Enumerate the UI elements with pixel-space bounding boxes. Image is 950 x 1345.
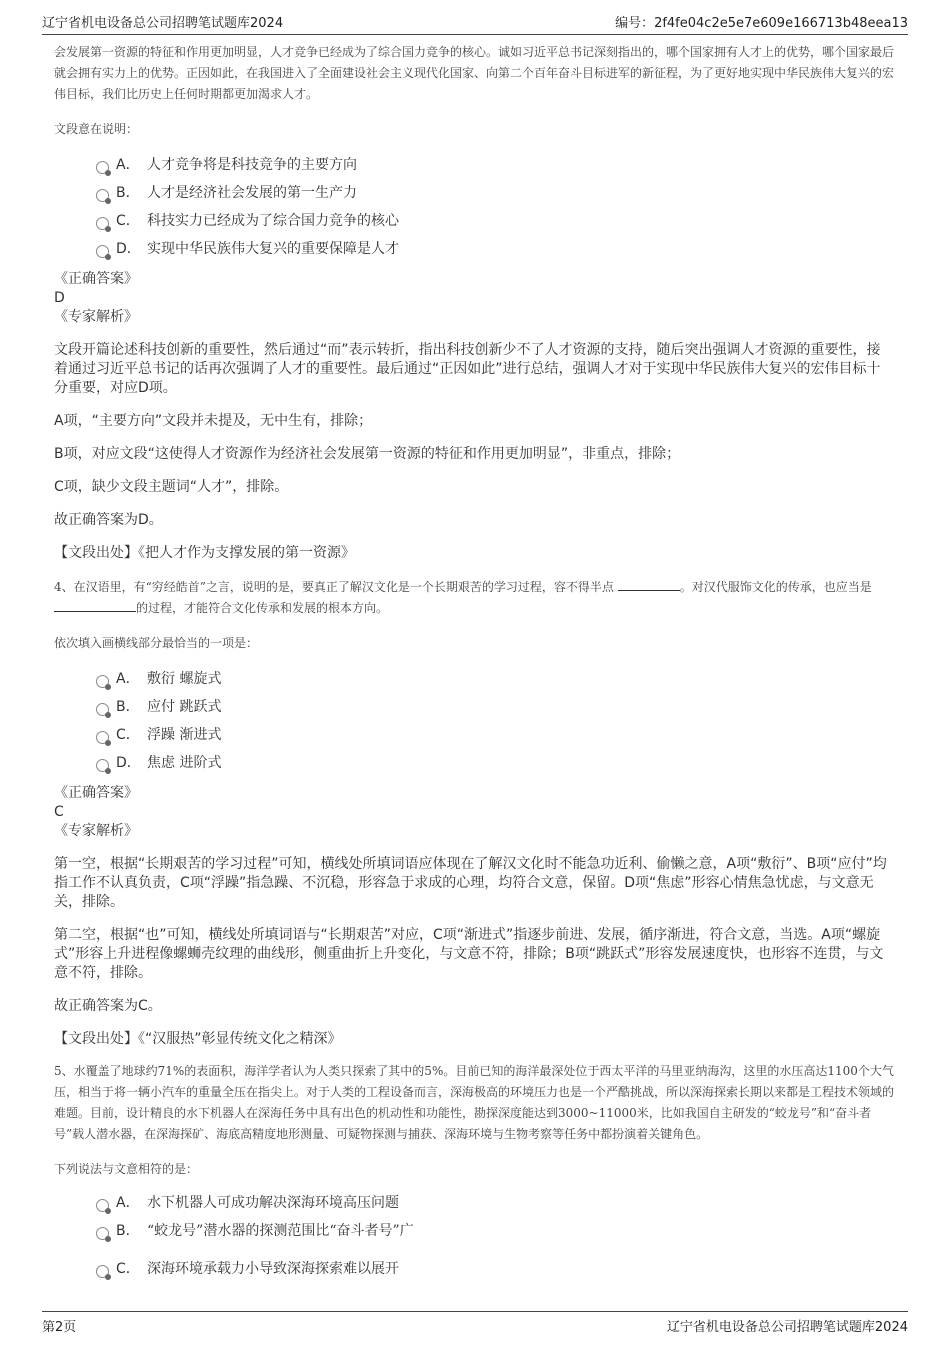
radio-icon[interactable] — [96, 189, 109, 202]
radio-icon[interactable] — [96, 731, 109, 744]
q3-analysis-1: 文段开篇论述科技创新的重要性，然后通过“而”表示转折，指出科技创新少不了人才资源的支持，随后突出强调人才资源的重要性，接着通过习近平总书记的话再次强调了人才的重要性。最后通过“正因如此”进行总结，强调人才对于实现中华民族伟大复兴的宏伟目标十分重要，对应D项。 — [54, 342, 881, 396]
radio-icon[interactable] — [96, 1227, 109, 1240]
header-doc-id: 编号：2f4fe04c2e5e7e609e166713b48eea13 — [615, 16, 908, 31]
q3-option-c[interactable] — [54, 210, 894, 238]
header-title: 辽宁省机电设备总公司招聘笔试题库2024 — [42, 16, 284, 31]
radio-icon[interactable] — [96, 217, 109, 230]
q4-analysis-2: 第二空，根据“也”可知，横线处所填词语与“长期艰苦”对应，C项“渐进式”指逐步前进、发展，循序渐进，符合文意，当选。A项“螺旋式”形容上升进程像螺蛳壳纹理的曲线形，侧重曲折上升变化，与文意不符，排除；B项“跳跃式”形容发展速度快，也形容不连贯，与文意不符，排除。 — [54, 927, 884, 981]
q3-analysis-4: C项，缺少文段主题词“人才”，排除。 — [54, 479, 289, 495]
q4-answer-label: 《正确答案》 — [54, 785, 138, 801]
q5-options — [54, 1192, 894, 1286]
q4-stem-part2: 。对汉代服饰文化的传承，也应当是 — [679, 580, 872, 594]
footer-title: 辽宁省机电设备总公司招聘笔试题库2024 — [666, 1320, 908, 1335]
option-text: “蛟龙号”潜水器的探测范围比“奋斗者号”广 — [147, 1223, 414, 1239]
q4-prompt: 依次填入画横线部分最恰当的一项是： — [54, 636, 259, 650]
q5-stem: 5、水覆盖了地球约71%的表面积，海洋学者认为人类只探索了其中的5%。目前已知的海洋最深处位于西太平洋的马里亚纳海沟，这里的水压高达1100个大气压，相当于将一辆小汽车的重量全压在指尖上。对于人类的工程设备而言，深海极高的环境压力也是一个严酷挑战，所以深海探索长期以来都是工程技术领域的难题。目前，设计精良的水下机器人在深海任务中具有出色的机动性和功能性，勘探深度能达到3000~11000米，比如我国自主研发的“蛟龙号”和“奋斗者号”载人潜水器，在深海探矿、海底高精度地形测量、可疑物探测与捕获、深海环境与生物考察等任务中都扮演着关键角色。 — [54, 1064, 895, 1141]
q5-option-a[interactable] — [54, 1192, 894, 1220]
q3-prompt: 文段意在说明： — [54, 122, 139, 136]
radio-icon[interactable] — [96, 675, 109, 688]
option-letter: C． — [116, 1261, 140, 1277]
option-text: 浮躁 渐进式 — [147, 727, 222, 743]
q5-option-b[interactable] — [54, 1220, 894, 1248]
radio-icon[interactable] — [96, 759, 109, 772]
q4-stem-part1: 4、在汉语里，有“穷经皓首”之言，说明的是，要真正了解汉文化是一个长期艰苦的学习过程，容不得半点 — [54, 580, 618, 594]
q3-answer-label: 《正确答案》 — [54, 271, 138, 287]
option-letter: D． — [116, 755, 141, 771]
q4-blank-2 — [54, 599, 136, 612]
q4-option-d[interactable] — [54, 752, 894, 780]
q4-blank-1 — [618, 578, 680, 591]
option-text: 应付 跳跃式 — [147, 699, 222, 715]
radio-icon[interactable] — [96, 1199, 109, 1212]
option-letter: B． — [116, 185, 140, 201]
option-letter: B． — [116, 1223, 140, 1239]
q3-answer: D — [54, 290, 65, 306]
page-footer — [42, 1311, 908, 1338]
q3-option-b[interactable] — [54, 182, 894, 210]
option-text: 深海环境承载力小导致深海探索难以展开 — [147, 1261, 399, 1277]
option-text: 人才是经济社会发展的第一生产力 — [147, 185, 357, 201]
q3-analysis-label: 《专家解析》 — [54, 309, 138, 325]
q4-stem-part3: 的过程，才能符合文化传承和发展的根本方向。 — [136, 601, 389, 615]
q3-analysis-2: A项，“主要方向”文段并未提及，无中生有，排除； — [54, 413, 373, 429]
document-body — [54, 40, 894, 1286]
option-text: 实现中华民族伟大复兴的重要保障是人才 — [147, 241, 399, 257]
q4-analysis-label: 《专家解析》 — [54, 823, 138, 839]
q3-analysis-5: 故正确答案为D。 — [54, 512, 163, 528]
option-letter: B． — [116, 699, 140, 715]
q4-option-c[interactable] — [54, 724, 894, 752]
q5-prompt: 下列说法与文意相符的是： — [54, 1162, 199, 1176]
radio-icon[interactable] — [96, 1265, 109, 1278]
q3-passage: 会发展第一资源的特征和作用更加明显，人才竞争已经成为了综合国力竞争的核心。诚如习近平总书记深刻指出的，哪个国家拥有人才上的优势，哪个国家最后就会拥有实力上的优势。正因如此，在我国进入了全面建设社会主义现代化国家、向第二个百年奋斗目标进军的新征程，为了更好地实现中华民族伟大复兴的宏伟目标，我们比历史上任何时期都更加渴求人才。 — [54, 45, 895, 101]
q4-answer: C — [54, 804, 64, 820]
option-letter: C． — [116, 213, 140, 229]
q3-source: 【文段出处】《把人才作为支撑发展的第一资源》 — [54, 545, 355, 561]
option-letter: A． — [116, 671, 140, 687]
q4-option-b[interactable] — [54, 696, 894, 724]
option-text: 人才竞争将是科技竞争的主要方向 — [147, 157, 357, 173]
option-text: 焦虑 进阶式 — [147, 755, 222, 771]
option-text: 科技实力已经成为了综合国力竞争的核心 — [147, 213, 399, 229]
radio-icon[interactable] — [96, 245, 109, 258]
radio-icon[interactable] — [96, 703, 109, 716]
page-number: 第2页 — [42, 1320, 77, 1335]
q4-source: 【文段出处】《“汉服热”彰显传统文化之精深》 — [54, 1031, 342, 1047]
option-text: 水下机器人可成功解决深海环境高压问题 — [147, 1195, 399, 1211]
q4-analysis-1: 第一空，根据“长期艰苦的学习过程”可知，横线处所填词语应体现在了解汉文化时不能急功近利、偷懒之意，A项“敷衍”、B项“应付”均指工作不认真负责，C项“浮躁”指急躁、不沉稳，形容急于求成的心理，均符合文意，保留。D项“焦虑”形容心情焦急忧虑，与文意无关，排除。 — [54, 856, 887, 910]
q4-analysis-3: 故正确答案为C。 — [54, 998, 162, 1014]
option-letter: C． — [116, 727, 140, 743]
page-header — [42, 12, 908, 35]
q4-stem — [54, 577, 894, 619]
q5-option-c[interactable] — [54, 1258, 894, 1286]
q4-option-a[interactable] — [54, 668, 894, 696]
q4-options — [54, 668, 894, 780]
option-letter: A． — [116, 157, 140, 173]
q3-option-d[interactable] — [54, 238, 894, 266]
q3-analysis-3: B项，对应文段“这使得人才资源作为经济社会发展第一资源的特征和作用更加明显”，非重点，排除； — [54, 446, 681, 462]
option-text: 敷衍 螺旋式 — [147, 671, 222, 687]
option-letter: A． — [116, 1195, 140, 1211]
q3-option-a[interactable] — [54, 154, 894, 182]
radio-icon[interactable] — [96, 161, 109, 174]
q3-options — [54, 154, 894, 266]
option-letter: D． — [116, 241, 141, 257]
